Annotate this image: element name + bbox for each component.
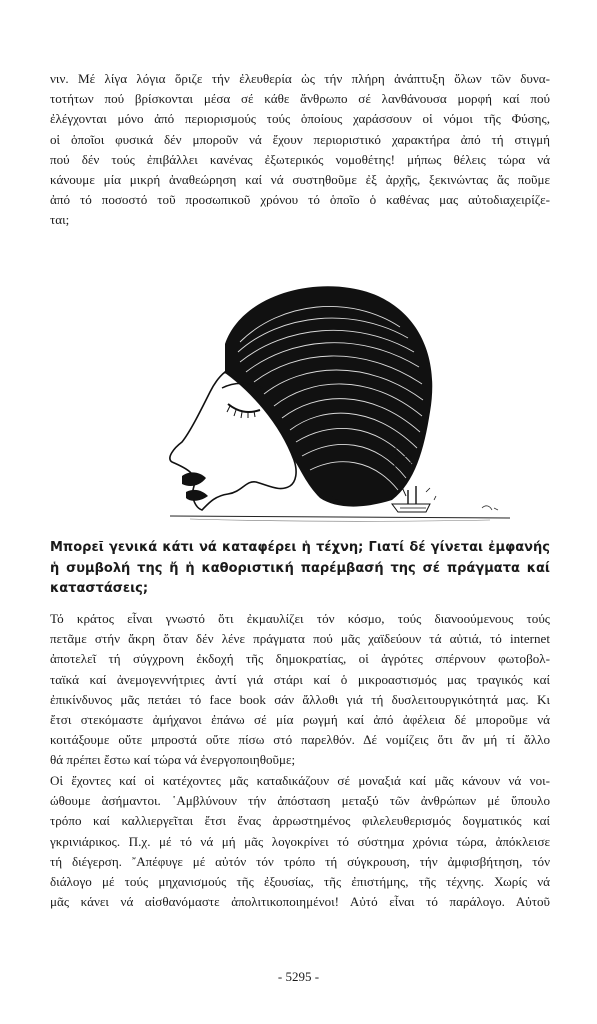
text-line: τή διέγερση. ῎Απέφυγε μέ αὐτόν τόν τρόπο τή σύγκρουση, τήν ἀμφισβήτηση, τόν [50,853,550,869]
page-number: - 5295 - [277,969,320,984]
text-line: Οἱ ἔχοντες καί οἱ κατέχοντες μᾶς καταδικάζουν σέ μοναξιά καί μᾶς κάνουν νά νοι- [50,773,550,788]
interview-question [50,538,550,600]
text-line: ἀποτελεῖ τή σύγχρονη ἐκδοχή τῆς δημοκρατίας, οἱ ἀγρότες σπέρνουν φωτοβολ- [50,651,550,667]
text-line: θά πρέπει ἔστω καί τώρα νά ἐνεργοποιηθοῦμε; [50,752,296,768]
paragraph-intro [50,69,550,231]
woman-profile-with-boat-illustration [130,272,520,532]
text-line: οἱ ὁποῖοι φυσικά δέν μποροῦν νά ἔχουν περιοριστικό χαρακτήρα ἀπό τή στιγμή [50,131,550,147]
text-line: κάνουμε μία μικρή ἀναθεώρηση καί νά συστηθοῦμε ἐξ ἀρχῆς, ξεκινώντας ἄς ποῦμε [50,172,550,188]
text-line: διάλογο μέ τούς μηχανισμούς τῆς ἐξουσίας, τῆς ἐπιστήμης, τῆς τέχνης. Χωρίς νά [50,874,550,890]
question-line: καταστάσεις; [50,581,149,596]
text-line: γκρινιάρικος. Π.χ. μέ τό νά μή μᾶς λογοκρίνει τό σύστημα χρόνια τώρα, ἀπόκλεισε [50,833,550,849]
text-line: ώθουμε ἀσήμαντοι. ῾Αμβλύνουν τήν ἀπόσταση μεταξύ τῶν ἀνθρώπων μέ ὕπουλο [50,793,550,809]
text-line: τοτήτων πού βρίσκονται μέσα σέ κάθε ἄνθρωπο σέ λανθάνουσα μορφή καί πού [50,91,550,107]
text-line: Τό κράτος εἶναι γνωστό ὅτι ἐκμαυλίζει τόν κόσμο, τούς διανοούμενους τούς [50,611,550,626]
question-line: Μπορεῖ γενικά κάτι νά καταφέρει ἡ τέχνη; Γιατί δέ γίνεται ἐμφανής [50,540,550,555]
text-line: ἀπό τό ποσοστό τοῦ προσωπικοῦ χρόνου τό ὁποῖο ὁ καθένας μας αὐτοδιαχειρίζε- [50,192,550,208]
text-line: ἐλέγχονται μόνο ἀπό περιορισμούς τούς ὁποίους χαράσσουν οἱ νόμοι τῆς Φύσης, [50,111,550,127]
text-line: κοιτάξουμε οὔτε μπροστά οὔτε πίσω στό παρελθόν. Δέ νομίζεις ὅτι ἄν μή τί ἄλλο [50,732,550,748]
paragraph-answer-1 [50,609,550,771]
text-line: νιν. Μέ λίγα λόγια ὅριζε τήν ἐλευθερία ὡς τήν πλήρη ἀνάπτυξη ὅλων τῶν δυνα- [50,71,550,86]
text-line: πού δέν τούς ἐπιβάλλει κανένας ἐξωτερικός νομοθέτης! μήπως θέλεις τώρα νά [50,151,550,167]
paragraph-answer-2 [50,771,550,912]
text-line: τρόπο καί καλλιεργεῖται ἔτσι ἕνας ἀρρωστημένος φιλελευθερισμός δογματικός καί [50,813,550,829]
text-line: μᾶς κάνει νά αἰσθανόμαστε ἀπολιτικοποιημένοι! Αὐτό εἶναι τό παράλογο. Αὐτοῦ [50,894,550,910]
text-line: ἔτσι στεκόμαστε ἀμήχανοι ἐπάνω σέ μία ρωγμή καί ἀπό ἀφέλεια δέ μποροῦμε νά [50,712,550,728]
question-line: ἡ συμβολή της ἤ ἡ καθοριστική παρέμβασή της σέ πράγματα καί [50,560,550,576]
text-line: ται; [50,212,70,228]
text-line: ταϊκά καί ἀνεμογεννήτριες ἀντί γιά στάρι καί ὁ μικροαστισμός μας τραγικός καί [50,671,550,687]
text-line: ἐπικίνδυνος μᾶς πετάει τό face book σάν ἄλλοθι γιά τή δυσλειτουργικότητά μας. Κι [50,691,550,707]
text-line: πετᾶμε στήν ἄκρη ὅταν δέν λένε πράγματα πού μᾶς χαϊδεύουν τά αὐτιά, τό internet [50,631,550,647]
